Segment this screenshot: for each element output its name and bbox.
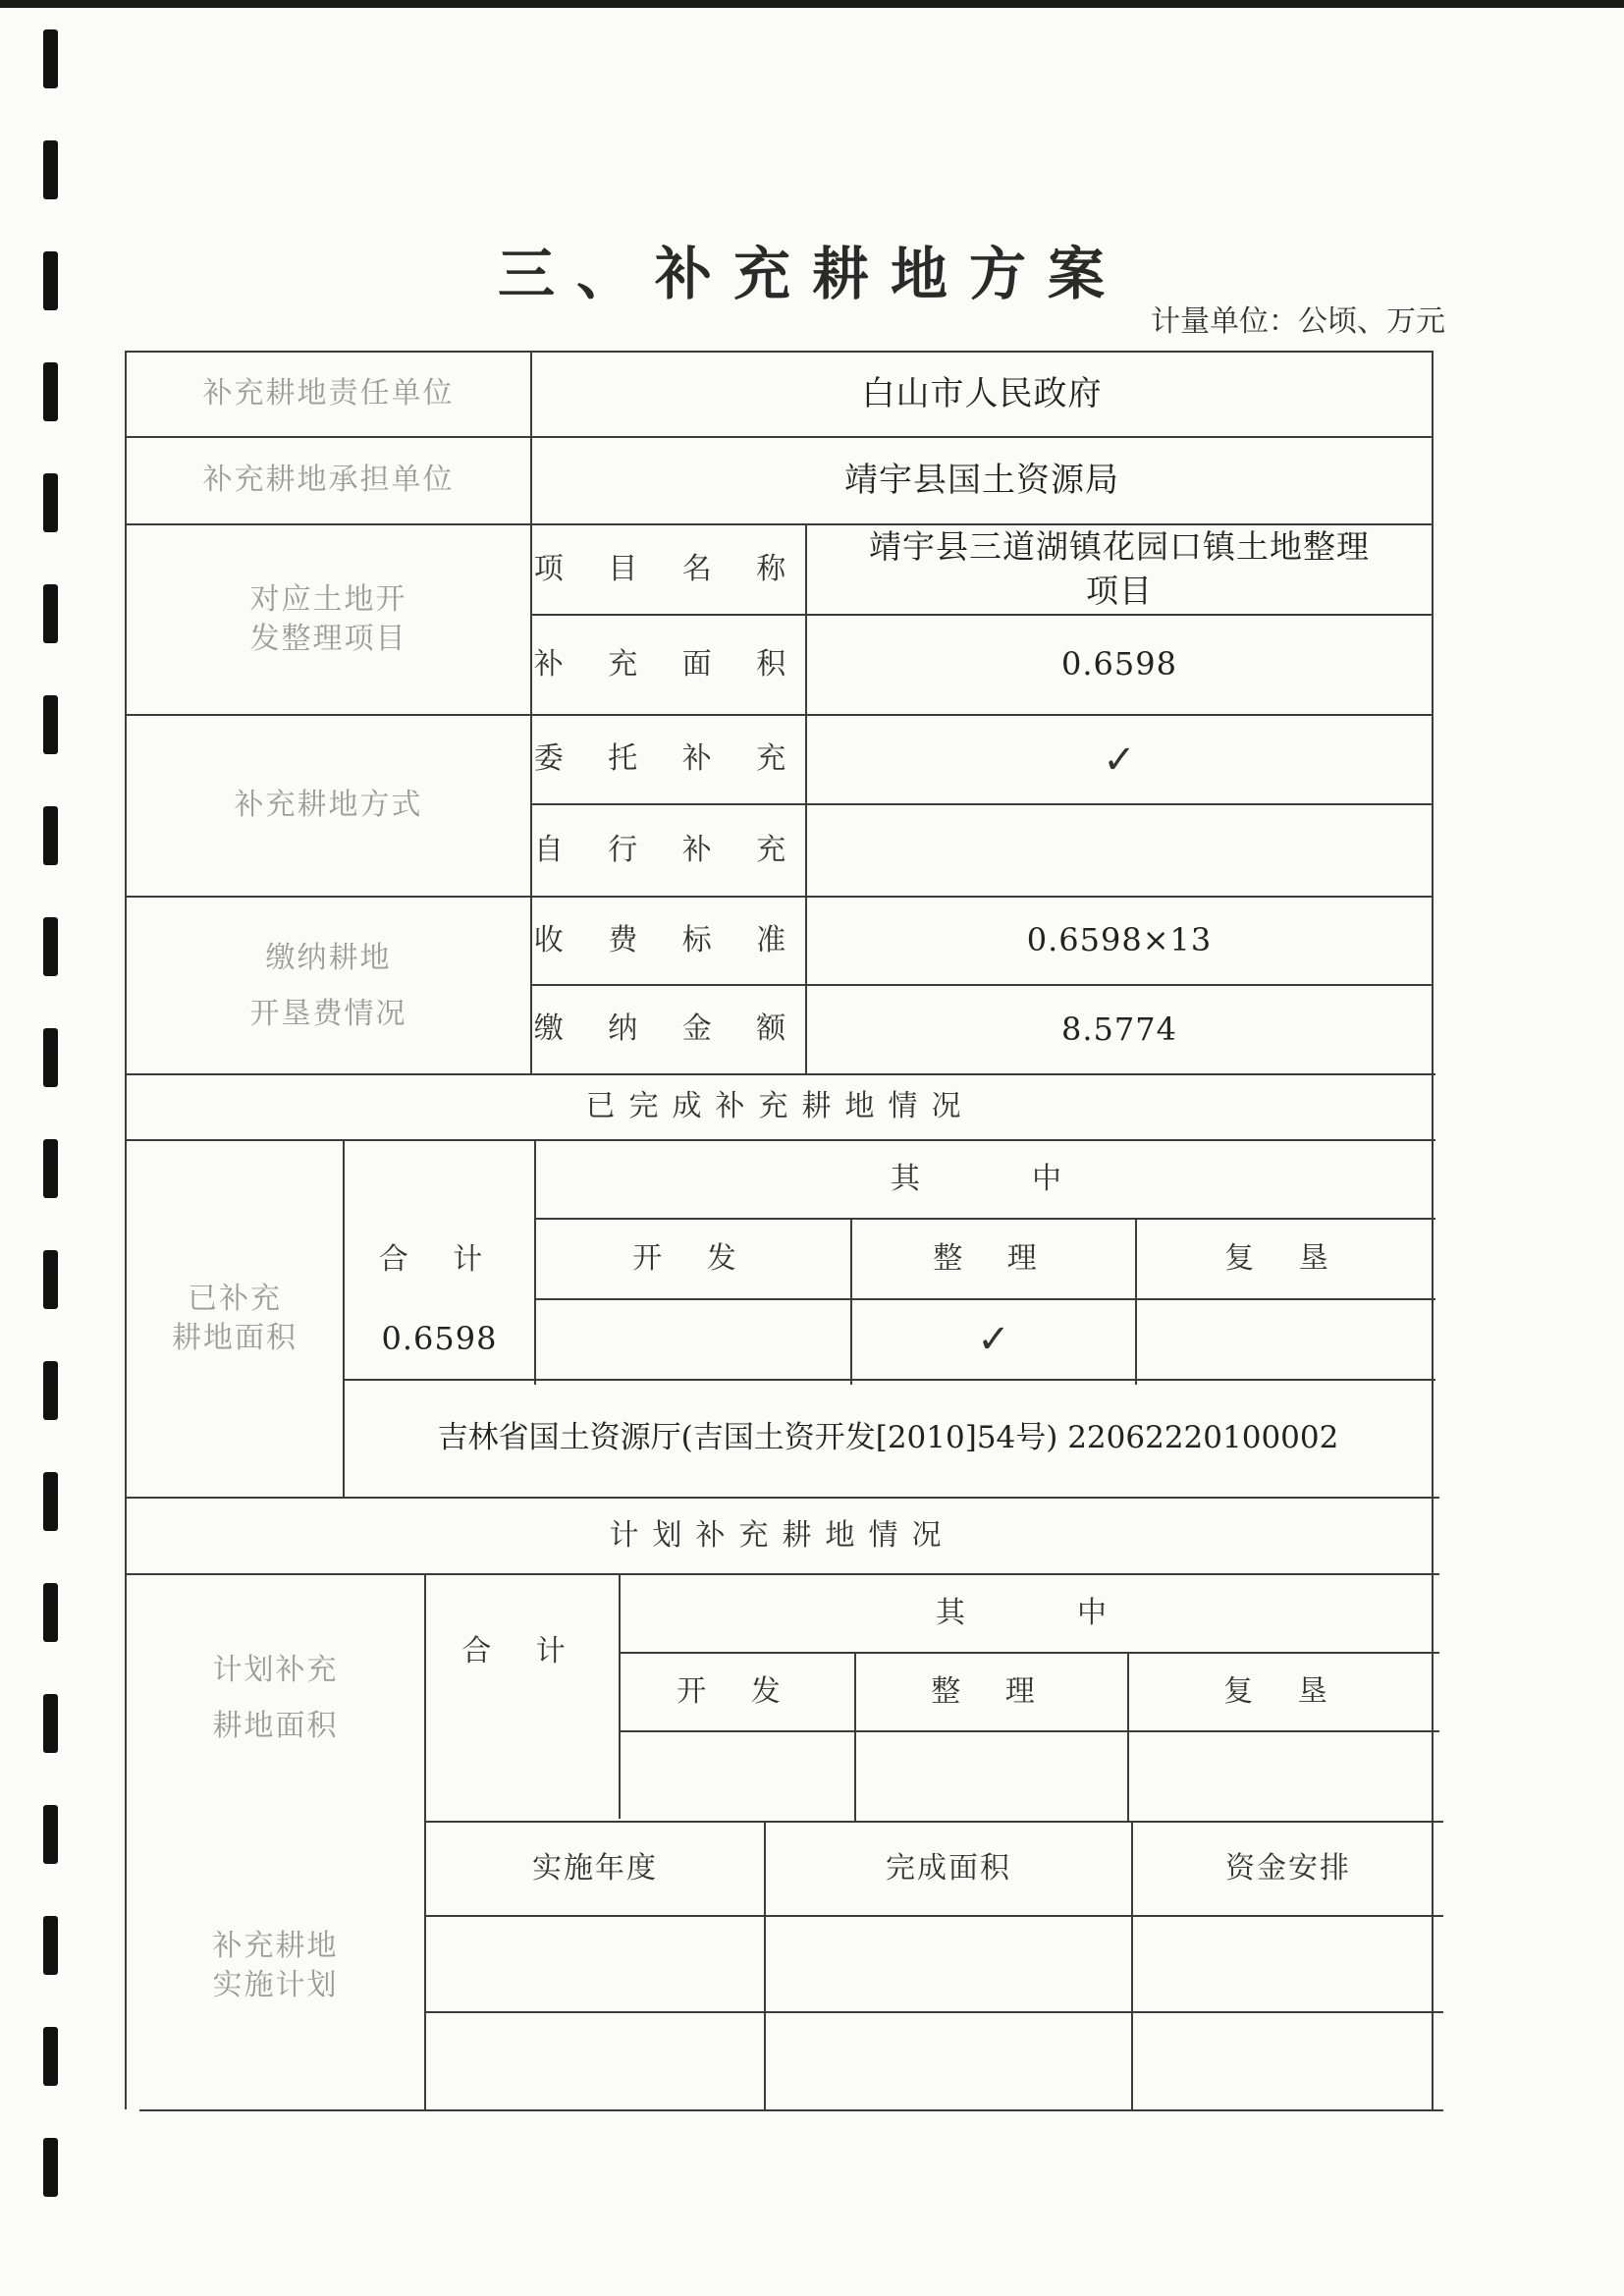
- unit-note: 计量单位：公顷、万元: [1151, 304, 1445, 339]
- planned-section-title: 计划补充耕地情况: [609, 1517, 955, 1553]
- undertaking-unit-label: 补充耕地承担单位: [202, 463, 455, 498]
- binding-hole: [43, 695, 58, 754]
- completed-reclaim-value: [1137, 1300, 1434, 1379]
- fee-amount-value: 8.5774: [1061, 1010, 1177, 1048]
- entrusted-check-mark: ✓: [1103, 737, 1136, 783]
- fee-standard-label: 收 费 标 准: [533, 922, 804, 957]
- planned-arrange-value: [856, 1732, 1127, 1821]
- col-funds-arrangement: 资金安排: [1225, 1850, 1351, 1886]
- undertaking-unit-value: 靖宇县国土资源局: [844, 460, 1119, 500]
- supplement-area-label: 补 充 面 积: [533, 646, 804, 682]
- binding-hole: [43, 584, 58, 643]
- plan-row-year: [426, 2013, 764, 2109]
- binding-hole: [43, 1139, 58, 1198]
- plan-row-area: [766, 1917, 1131, 2011]
- page-title: 三、补充耕地方案: [497, 241, 1126, 307]
- entrusted-supplement-label: 委 托 补 充: [533, 741, 804, 777]
- completed-arrange-label: 整 理: [933, 1240, 1055, 1276]
- scan-top-edge: [0, 0, 1624, 8]
- planned-total-value: [426, 1732, 619, 1821]
- supplement-method-label: 补充耕地方式: [234, 788, 423, 823]
- completed-arrange-check-mark: ✓: [977, 1317, 1010, 1362]
- binding-hole: [43, 362, 58, 421]
- supplement-area-value: 0.6598: [1061, 645, 1177, 683]
- planned-total-label: 合 计: [461, 1633, 583, 1668]
- binding-hole: [43, 1361, 58, 1420]
- completed-area-label: 已补充 耕地面积: [172, 1281, 298, 1355]
- plan-row-funds: [1133, 2013, 1443, 2109]
- binding-hole: [43, 1916, 58, 1975]
- planned-reclaim-value: [1129, 1732, 1439, 1821]
- acceptance-document-value: 吉林省国土资源厅(吉国土资开发[2010]54号) 22062220100002: [437, 1420, 1339, 1456]
- col-completed-area: 完成面积: [886, 1850, 1011, 1886]
- fee-amount-label: 缴 纳 金 额: [533, 1011, 804, 1047]
- col-implementation-year: 实施年度: [532, 1850, 658, 1886]
- completed-develop-value: [536, 1300, 850, 1379]
- project-name-value: 靖宇县三道湖镇花园口镇土地整理 项目: [869, 527, 1370, 610]
- completed-reclaim-label: 复 垦: [1224, 1240, 1346, 1276]
- planned-develop-value: [621, 1732, 854, 1821]
- completed-section-title: 已完成补充耕地情况: [585, 1089, 975, 1124]
- fee-status-label: 缴纳耕地 开垦费情况: [249, 940, 407, 1031]
- completed-develop-label: 开 发: [632, 1240, 754, 1276]
- binding-hole: [43, 1028, 58, 1087]
- self-supplement-value: [807, 805, 1432, 896]
- planned-develop-label: 开 发: [677, 1673, 798, 1709]
- fee-standard-value: 0.6598×13: [1026, 921, 1213, 959]
- binding-hole: [43, 473, 58, 532]
- planned-arrange-label: 整 理: [931, 1673, 1053, 1709]
- planned-reclaim-label: 复 垦: [1223, 1673, 1345, 1709]
- binding-hole: [43, 2027, 58, 2086]
- binding-hole: [43, 1805, 58, 1864]
- binding-hole: [43, 917, 58, 976]
- plan-row-area: [766, 2013, 1131, 2109]
- responsible-unit-value: 白山市人民政府: [861, 373, 1103, 413]
- planned-among-label: 其 中: [936, 1595, 1124, 1630]
- binding-hole: [43, 1250, 58, 1309]
- binding-hole: [43, 806, 58, 865]
- self-supplement-label: 自 行 补 充: [533, 832, 804, 867]
- completed-among-label: 其 中: [891, 1161, 1079, 1196]
- plan-row-funds: [1133, 1917, 1443, 2011]
- project-name-label: 项 目 名 称: [533, 551, 804, 586]
- binding-hole: [43, 29, 58, 88]
- project-group-label: 对应土地开 发整理项目: [249, 581, 407, 656]
- completed-total-label: 合 计: [378, 1241, 501, 1277]
- planned-area-label: 计划补充 耕地面积: [212, 1653, 339, 1743]
- binding-hole: [43, 1472, 58, 1531]
- binding-hole: [43, 2138, 58, 2197]
- binding-hole: [43, 1583, 58, 1642]
- binding-hole: [43, 1694, 58, 1753]
- plan-row-year: [426, 1917, 764, 2011]
- responsible-unit-label: 补充耕地责任单位: [202, 376, 455, 411]
- completed-total-value: 0.6598: [381, 1320, 498, 1358]
- implementation-plan-label: 补充耕地 实施计划: [212, 1928, 339, 2002]
- binding-hole: [43, 140, 58, 199]
